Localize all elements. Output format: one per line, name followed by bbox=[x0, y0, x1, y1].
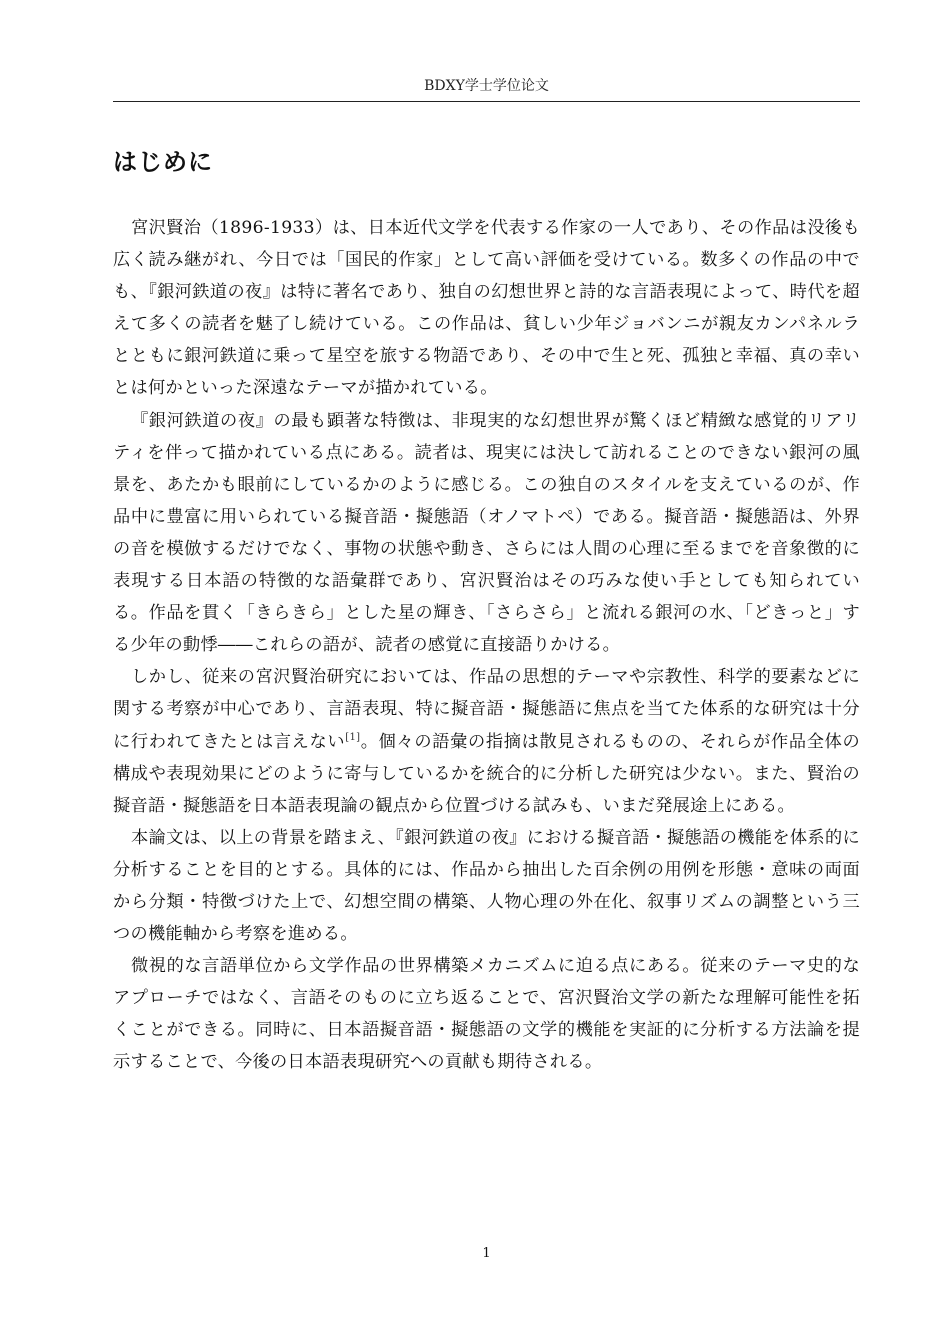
paragraph-1 bbox=[113, 212, 860, 405]
citation-marker[interactable]: [1] bbox=[345, 731, 361, 743]
paragraph-text: 宮沢賢治（1896-1933）は、日本近代文学を代表する作家の一人であり、その作品は没後も広く読み継がれ、今日では「国民的作家」として高い評価を受けている。数多くの作品の中でも、『銀河鉄道の夜』は特に著名であり、独自の幻想世界と詩的な言語表現によって、時代を超えて多くの読者を魅了し続けている。この作品は、貧しい少年ジョバンニが親友カンパネルラとともに銀河鉄道に乗って星空を旅する物語であり、その中で生と死、孤独と幸福、真の幸いとは何かといった深遠なテーマが描かれている。 bbox=[113, 218, 860, 399]
paragraph-text: しかし、従来の宮沢賢治研究においては、作品の思想的テーマや宗教性、科学的要素などに関する考察が中心であり、言語表現、特に擬音語・擬態語に焦点を当てた体系的な研究は十分に行われてきたとは言えない bbox=[113, 667, 860, 752]
paragraph-text: 本論文は、以上の背景を踏まえ、『銀河鉄道の夜』における擬音語・擬態語の機能を体系的に分析することを目的とする。具体的には、作品から抽出した百余例の用例を形態・意味の両面から分類・特徴づけた上で、幻想空間の構築、人物心理の外在化、叙事リズムの調整という三つの機能軸から考察を進める。 bbox=[113, 827, 860, 945]
paragraph-text: 微視的な言語単位から文学作品の世界構築メカニズムに迫る点にある。従来のテーマ史的なアプローチではなく、言語そのものに立ち返ることで、宮沢賢治文学の新たな理解可能性を拓くことができる。同時に、日本語擬音語・擬態語の文学的機能を実証的に分析する方法論を提示することで、今後の日本語表現研究への貢献も期待される。 bbox=[113, 956, 860, 1073]
section-title: はじめに bbox=[113, 148, 213, 176]
page-number: 1 bbox=[482, 1246, 491, 1261]
paragraph-text: 『銀河鉄道の夜』の最も顕著な特徴は、非現実的な幻想世界が驚くほど精緻な感覚的リアリティを伴って描かれている点にある。読者は、現実には決して訪れることのできない銀河の風景を、あたかも眼前にしているかのように感じる。この独自のスタイルを支えているのが、作品中に豊富に用いられている擬音語・擬態語（オノマトペ）である。擬音語・擬態語は、外界の音を模倣するだけでなく、事物の状態や動き、さらには人間の心理に至るまでを音象徴的に表現する日本語の特徴的な語彙群であり、宮沢賢治はその巧みな使い手としても知られている。作品を貫く「きらきら」とした星の輝き、「さらさら」と流れる銀河の水、「どきっと」する少年の動悸――これらの語が、読者の感覚に直接語りかける。 bbox=[113, 410, 860, 656]
paragraph-2 bbox=[113, 405, 860, 662]
paragraph-text: 。個々の語彙の指摘は散見されるものの、それらが作品全体の構成や表現効果にどのように寄与しているかを統合的に分析した研究は少ない。また、賢治の擬音語・擬態語を日本語表現論の観点から位置づける試みも、いまだ発展途上にある。 bbox=[113, 731, 860, 816]
body-text bbox=[113, 212, 860, 1079]
paragraph-5 bbox=[113, 950, 860, 1078]
running-header: BDXY学士学位论文 bbox=[424, 78, 549, 94]
header-rule bbox=[113, 101, 860, 102]
paragraph-4 bbox=[113, 822, 860, 950]
paragraph-3 bbox=[113, 661, 860, 821]
